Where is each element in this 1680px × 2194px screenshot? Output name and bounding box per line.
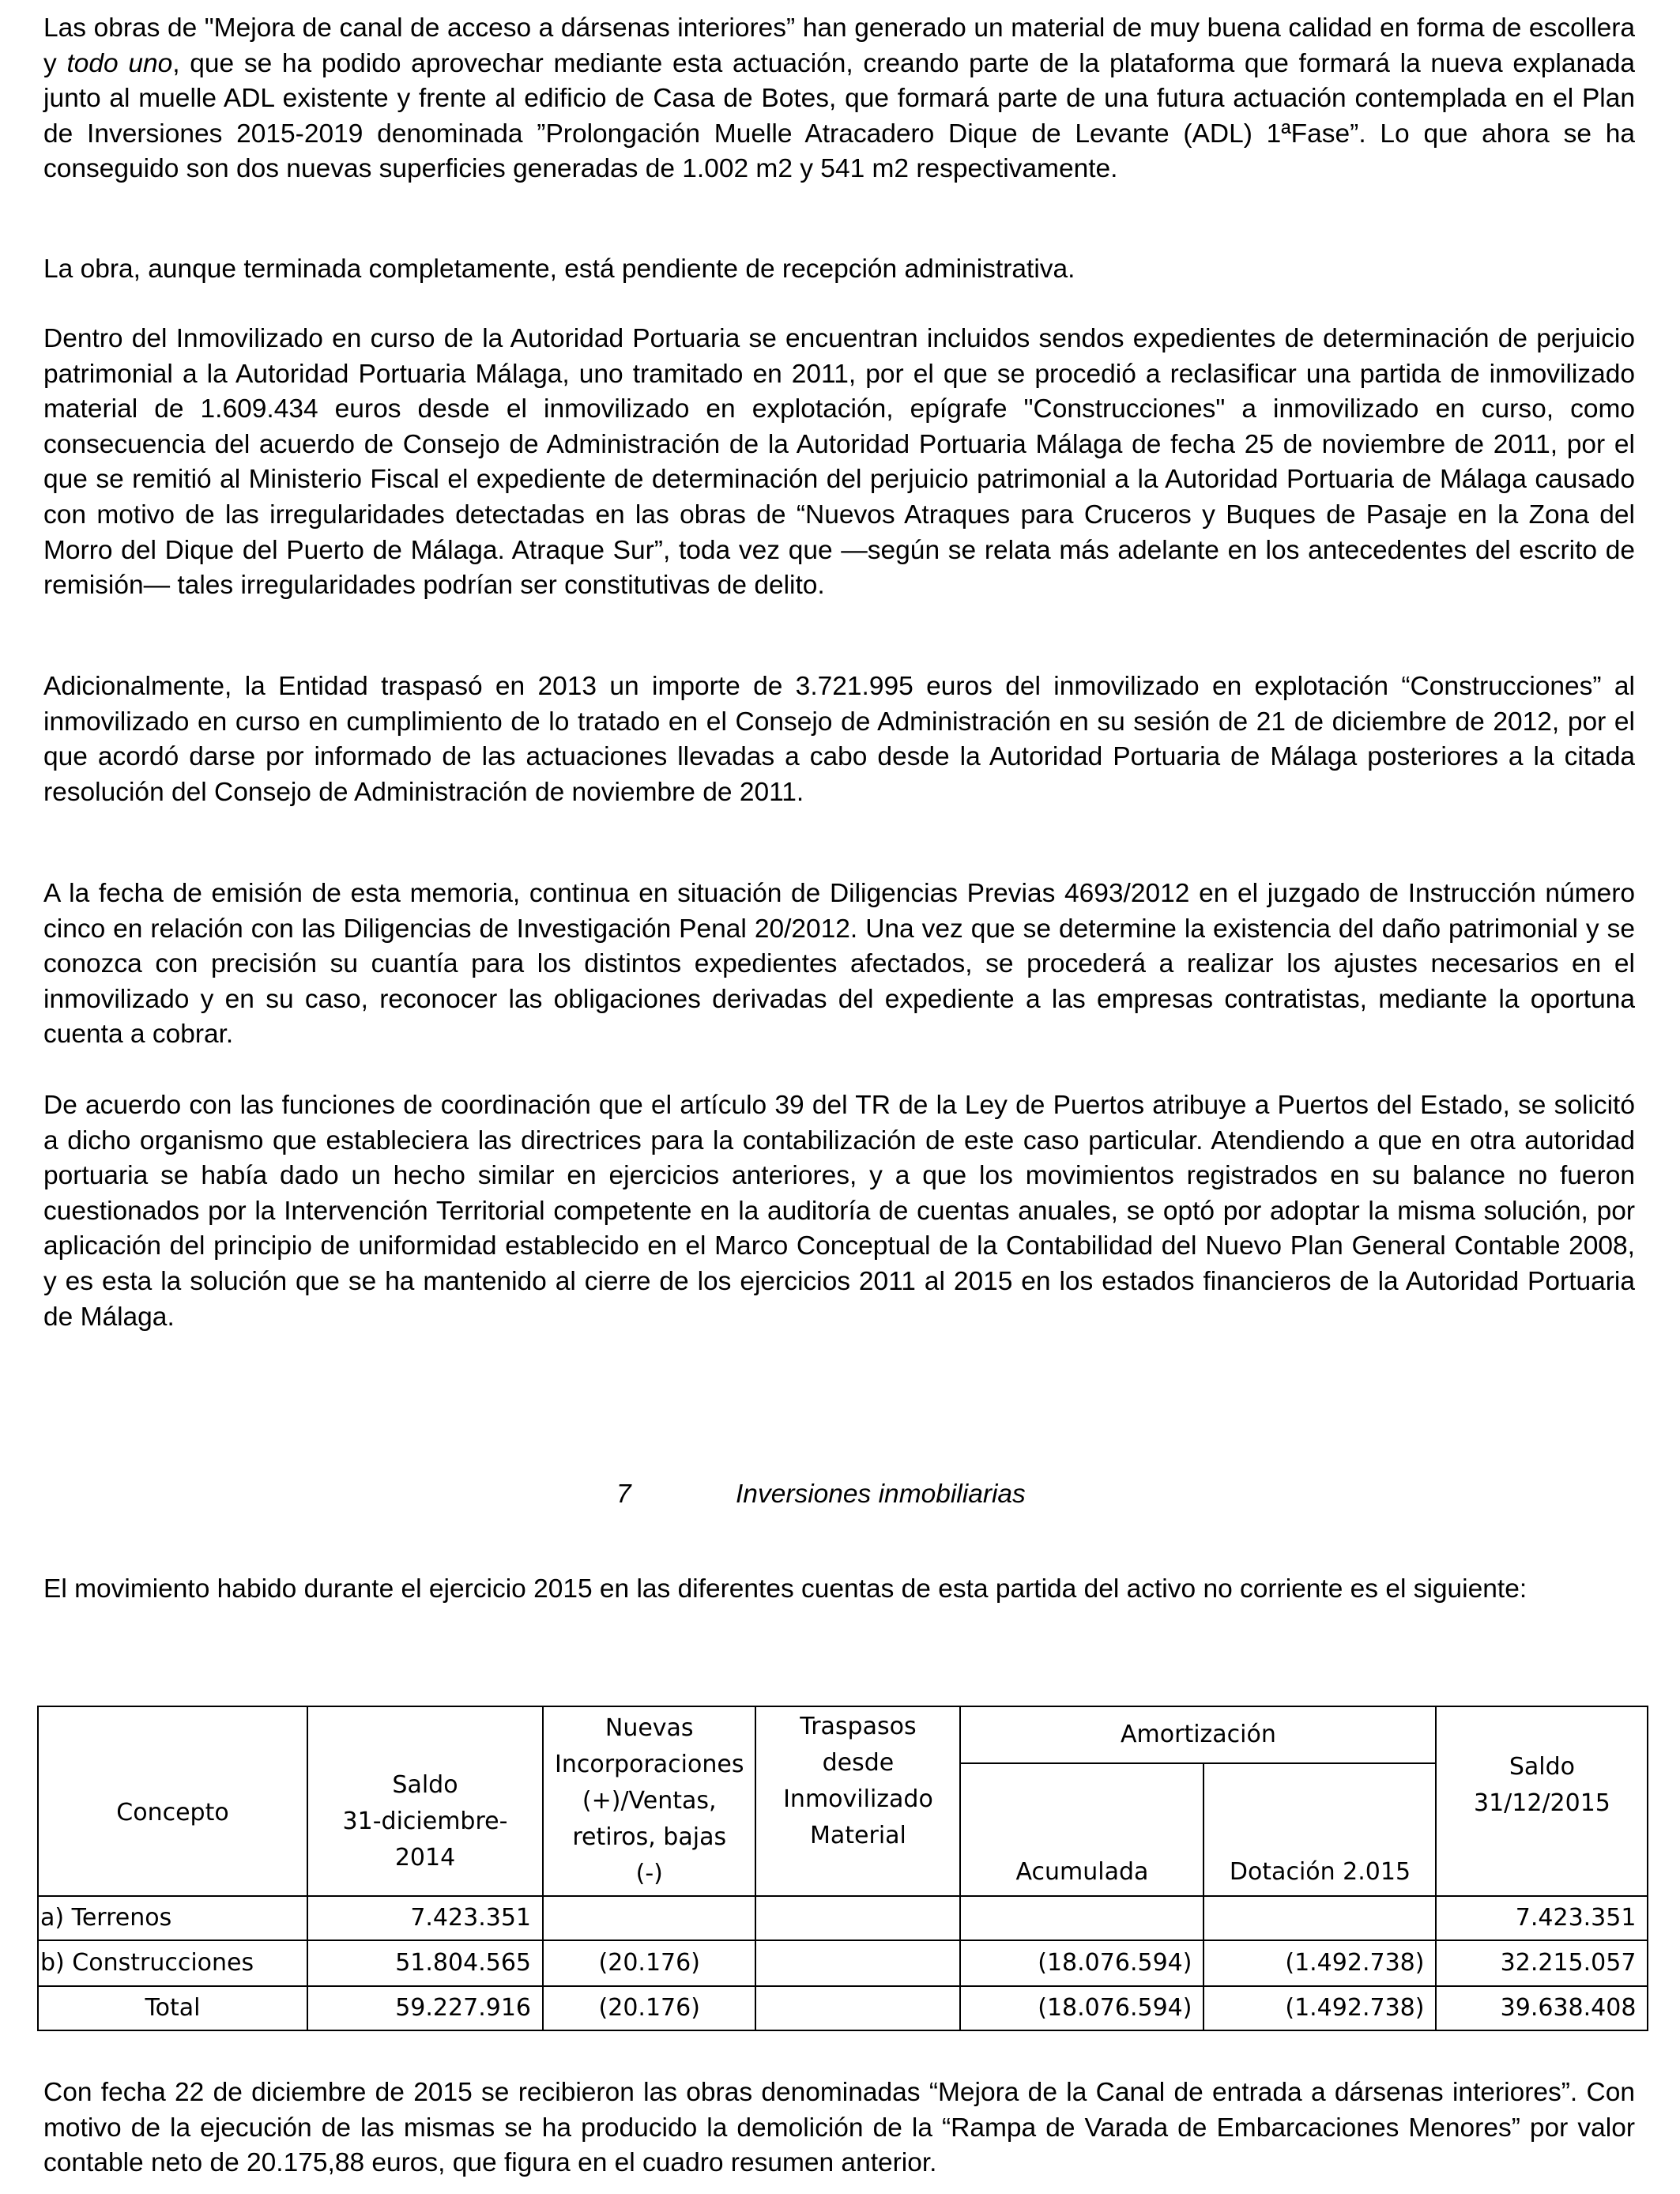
header-acumulada: Acumulada	[960, 1763, 1203, 1896]
cell-nuevas	[543, 1896, 755, 1940]
cell-nuevas: (20.176)	[543, 1986, 755, 2030]
paragraph-coordinacion: De acuerdo con las funciones de coordinación que el artículo 39 del TR de la Ley de Puertos atribuye a Puertos del Estado, se solicitó a dicho organismo que estableciera las directrices para la contabilización de este caso particular. Atendiendo a que en otra autoridad portuaria se había dado un hecho similar en ejercicios anteriores, y a que los movimientos registrados en su balance no fueron cuestionados por la Intervención Territorial competente en la auditoría de cuentas anuales, se optó por adoptar la misma solución, por aplicación del principio de uniformidad establecido en el Marco Conceptual de la Contabilidad del Nuevo Plan General Contable 2008, y es esta la solución que se ha mantenido al cierre de los ejercicios 2011 al 2015 en los estados financieros de la Autoridad Portuaria de Málaga.	[43, 1091, 1635, 1332]
paragraph-rampa: Con fecha 22 de diciembre de 2015 se recibieron las obras denominadas “Mejora de la Canal de entrada a dársenas interiores”. Con motivo de la ejecución de las mismas se ha producido la demolición de la “Rampa de Varada de Embarcaciones Menores” por valor contable neto de 20.175,88 euros, que figura en el cuadro resumen anterior.	[43, 2078, 1635, 2178]
header-dotacion: Dotación 2.015	[1203, 1763, 1436, 1896]
cell-concepto: Total	[38, 1986, 307, 2030]
table-row-construcciones	[38, 1940, 1648, 1986]
cell-traspasos	[755, 1896, 960, 1940]
cell-saldo-2015: 32.215.057	[1436, 1940, 1648, 1986]
inversiones-table-wrapper	[37, 1706, 1648, 2031]
cell-dotacion	[1203, 1896, 1436, 1940]
cell-saldo-2015: 39.638.408	[1436, 1986, 1648, 2030]
cell-nuevas: (20.176)	[543, 1940, 755, 1986]
paragraph-movimiento: El movimiento habido durante el ejercicio 2015 en las diferentes cuentas de esta partida del activo no corriente es el siguiente:	[43, 1574, 1527, 1604]
cell-acumulada: (18.076.594)	[960, 1940, 1203, 1986]
cell-traspasos	[755, 1986, 960, 2030]
cell-acumulada	[960, 1896, 1203, 1940]
paragraph-escollera	[43, 11, 1635, 187]
paragraph-escollera-part1: Las obras de "Mejora de canal de acceso a dársenas interiores” han generado un material de muy buena calidad en forma de escollera y	[43, 13, 1635, 78]
header-amortizacion: Amortización	[960, 1706, 1436, 1763]
cell-acumulada: (18.076.594)	[960, 1986, 1203, 2030]
cell-saldo-2014: 7.423.351	[307, 1896, 543, 1940]
inversiones-table	[37, 1706, 1648, 2031]
cell-traspasos	[755, 1940, 960, 1986]
header-concepto: Concepto	[38, 1706, 307, 1896]
paragraph-traspaso-2013: Adicionalmente, la Entidad traspasó en 2013 un importe de 3.721.995 euros del inmovilizado en explotación “Construcciones” al inmovilizado en curso en cumplimiento de lo tratado en el Consejo de Administración en su sesión de 21 de diciembre de 2012, por el que acordó darse por informado de las actuaciones llevadas a cabo desde la Autoridad Portuaria de Málaga posteriores a la citada resolución del Consejo de Administración de noviembre de 2011.	[43, 672, 1635, 807]
cell-saldo-2014: 51.804.565	[307, 1940, 543, 1986]
table-row-total	[38, 1986, 1648, 2030]
paragraph-escollera-part2: , que se ha podido aprovechar mediante esta actuación, creando parte de la plataforma que formará la nueva explanada junto al muelle ADL existente y frente al edificio de Casa de Botes, que formará parte de una futura actuación contemplada en el Plan de Inversiones 2015-2019 denominada ”Prolongación Muelle Atracadero Dique de Levante (ADL) 1ªFase”. Lo que ahora se ha conseguido son dos nuevas superficies generadas de 1.002 m2 y 541 m2 respectivamente.	[43, 48, 1635, 184]
table-header-row-1	[38, 1706, 1648, 1763]
cell-concepto: b) Construcciones	[38, 1940, 307, 1986]
paragraph-inmovilizado-curso: Dentro del Inmovilizado en curso de la Autoridad Portuaria se encuentran incluidos sendos expedientes de determinación de perjuicio patrimonial a la Autoridad Portuaria Málaga, uno tramitado en 2011, por el que se procedió a reclasificar una partida de inmovilizado material de 1.609.434 euros desde el inmovilizado en explotación, epígrafe "Construcciones" a inmovilizado en curso, como consecuencia del acuerdo de Consejo de Administración de la Autoridad Portuaria Málaga de fecha 25 de noviembre de 2011, por el que se remitió al Ministerio Fiscal el expediente de determinación del perjuicio patrimonial a la Autoridad Portuaria de Málaga causado con motivo de las irregularidades detectadas en las obras de “Nuevos Atraques para Cruceros y Buques de Pasaje en la Zona del Morro del Dique del Puerto de Málaga. Atraque Sur”, toda vez que —según se relata más adelante en los antecedentes del escrito de remisión— tales irregularidades podrían ser constitutivas de delito.	[43, 324, 1635, 601]
header-saldo-2015: Saldo 31/12/2015	[1436, 1706, 1648, 1896]
header-saldo-2014: Saldo 31-diciembre- 2014	[307, 1706, 543, 1896]
cell-dotacion: (1.492.738)	[1203, 1986, 1436, 2030]
cell-concepto: a) Terrenos	[38, 1896, 307, 1940]
paragraph-diligencias: A la fecha de emisión de esta memoria, continua en situación de Diligencias Previas 4693/2012 en el juzgado de Instrucción número cinco en relación con las Diligencias de Investigación Penal 20/2012. Una vez que se determine la existencia del daño patrimonial y se conozca con precisión su cuantía para los distintos expedientes afectados, se procederá a realizar los ajustes necesarios en el inmovilizado y en su caso, reconocer las obligaciones derivadas del expediente a las empresas contratistas, mediante la oportuna cuenta a cobrar.	[43, 879, 1635, 1050]
paragraph-escollera-italic: todo uno	[66, 48, 173, 78]
cell-dotacion: (1.492.738)	[1203, 1940, 1436, 1986]
paragraph-recepcion: La obra, aunque terminada completamente, está pendiente de recepción administrativa.	[43, 254, 1075, 284]
header-nuevas-incorporaciones: Nuevas Incorporaciones (+)/Ventas, retiros, bajas (-)	[543, 1706, 755, 1896]
table-row-terrenos	[38, 1896, 1648, 1940]
section-number: 7	[616, 1480, 631, 1509]
section-title: Inversiones inmobiliarias	[736, 1480, 1026, 1509]
cell-saldo-2015: 7.423.351	[1436, 1896, 1648, 1940]
cell-saldo-2014: 59.227.916	[307, 1986, 543, 2030]
header-traspasos: Traspasos desde Inmovilizado Material	[755, 1706, 960, 1896]
